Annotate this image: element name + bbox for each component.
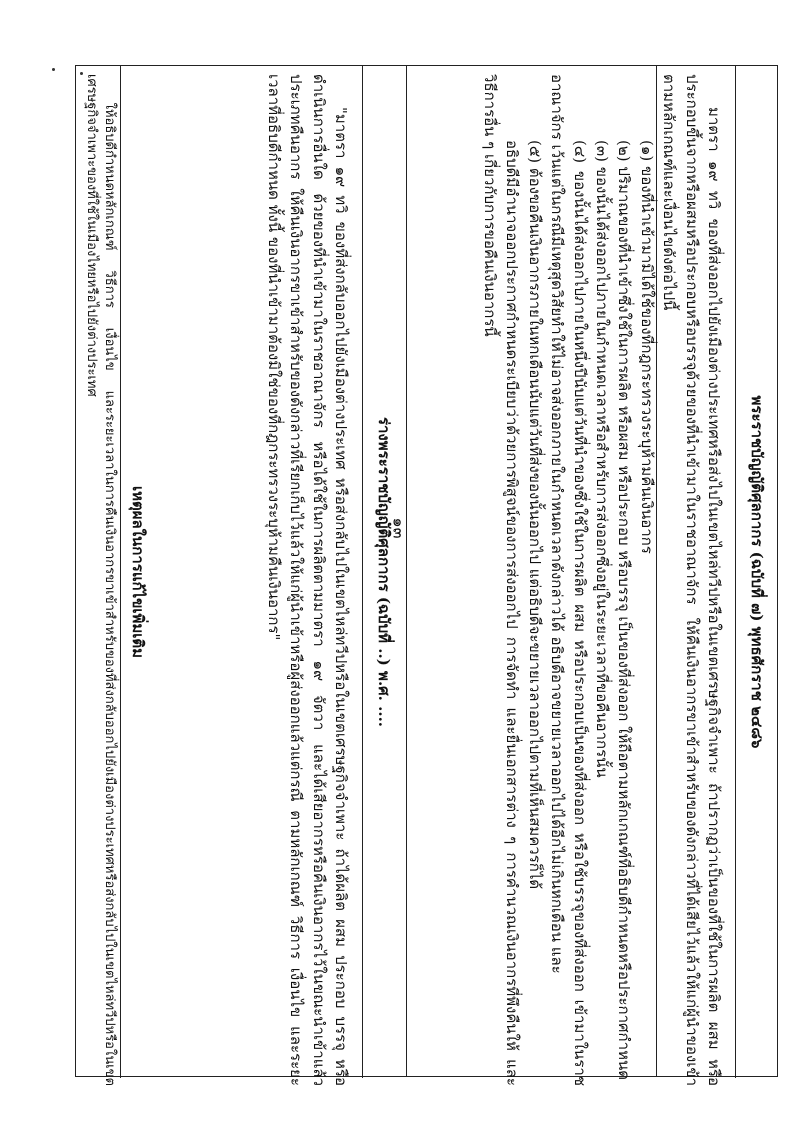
act-paragraph: (๓) ของนั้นได้ส่งออกไปภายในกำหนดเวลาหรือสำหรับการส่งออกซึ่งอยู่ในระยะเวลาที่ขอคืนอากรนั้น <box>592 140 611 778</box>
column-draft <box>156 66 406 1086</box>
reason-body <box>72 66 120 1094</box>
act-paragraph: มาตรา ๑๙ ทวิ ของที่ส่งออกไปยังเมืองต่างประเทศหรือส่งไปในเขตไหล่ทวีปหรือในเขตเศรษฐกิจจำเพาะ ถ้าปรากฏว่าเป็นของที่ใช้ในการผลิต ผสม หรือประกอบขึ้นจากหรือผสมหรือประกอบหรือบรรจุด้วยของที่นำเข้ามาในราชอาณาจักร ให้คืนเงินอากรขาเข้าสำหรับของดังกล่าวที่ได้เสียไว้แล้วให้แก่ผู้นำของเข้า ตามหลักเกณฑ์และเงื่อนไขดังต่อไปนี้ <box>660 74 723 1086</box>
act-paragraph: (๒) ปริมาณของที่นำเข้าซึ่งใช้ในการผลิต หรือผสม หรือประกอบ หรือบรรจุ เป็นของที่ส่งออก ให้ถือตามหลักเกณฑ์ที่อธิบดีกำหนดหรือประกาศกำหนด <box>615 140 634 1080</box>
act-paragraph: (๔) ของนั้นได้ส่งออกไปภายในหนึ่งปีนับแต่วันที่นำของซึ่งใช้ในการผลิต ผสม หรือประกอบเป็นของที่ส่งออก หรือใช้บรรจุของที่ส่งออก เข้ามาในราชอาณาจักร เว้นแต่ในกรณีมีเหตุสุดวิสัยทำให้ไม่อาจส่งออกภายในกำหนดเวลาดังกล่าวได้ อธิบดีอาจขยายเวลาออกไปได้อีกไม่เกินหกเดือน และ <box>548 74 589 1086</box>
act-body <box>386 66 735 1094</box>
act-paragraph: (๑) ของที่นำเข้ามามิได้ใช้ของที่กฎกระทรวงระบุห้ามคืนเงินอากร <box>637 140 656 554</box>
page-number: ๑๓ <box>389 517 409 539</box>
act-paragraph: (๕) ต้องขอคืนเงินอากรภายในหกเดือนนับแต่วันที่ส่งของนั้นออกไป แต่อธิบดีจะขยายเวลาออกไปตามที่เห็นสมควรก็ได้ <box>525 140 544 890</box>
draft-body <box>136 66 362 1094</box>
scan-mark <box>52 68 55 71</box>
column-act <box>406 66 779 1086</box>
column-header-act: พระราชบัญญัติศุลกากร (ฉบับที่ ๗) พุทธศักราช ๒๔๘๖ <box>735 66 779 1078</box>
reason-paragraph: ให้อธิบดีกำหนดหลักเกณฑ์ วิธีการ เงื่อนไข และระยะเวลาในการคืนเงินอากรขาเข้าสำหรับของที่ส่งกลับออกไปยังเมืองต่างประเทศหรือส่งกลับไปในเขตไหล่ทวีปหรือในเขตเศรษฐกิจจำเพาะของที่ใช้ในเมืองไทยหรือไปยังต่างประเทศ <box>84 74 117 1086</box>
column-header-reason: เหตุผลในการแก้ไขเพิ่มเติม <box>120 66 156 1078</box>
column-reason <box>76 66 156 1086</box>
draft-paragraph: "มาตรา ๑๙ ทวิ ของที่ส่งกลับออกไปยังเมืองต่างประเทศ หรือส่งกลับไปในเขตไหล่ทวีปหรือในเขตเศรษฐกิจจำเพาะ ถ้าได้ผลิต ผสม ประกอบ บรรจุ หรือดำเนินการอื่นใด ด้วยของที่นำเข้ามาในราชอาณาจักร หรือได้ใช้ในการผลิตตามมาตรา ๑๙ จัตวา และได้เสียอากรหรือคืนเงินอากรไว้ในขณะนำเข้าแล้ว ประเภทคืนอากร ให้คืนเงินอากรขาเข้าสำหรับของดังกล่าวที่เรียกเก็บไว้แล้วให้แก่ผู้นำเข้าหรือผู้ส่งออกแล้วแต่กรณี ตามหลักเกณฑ์ วิธีการ เงื่อนไข และระยะเวลาที่อธิบดีกำหนด ทั้งนี้ ของที่นำเข้ามาต้องมิใช่ของที่กฎกระทรวงระบุห้ามคืนเงินอากร" <box>264 74 350 1086</box>
act-paragraph: อธิบดีมีอำนาจออกประกาศกำหนดระเบียบว่าด้วยการพิสูจน์ของการส่งออกไป การจัดทำ และยื่นเอกสารต่าง ๆ การคำนวณเงินอากรที่พึงคืนให้ และวิธีการอื่น ๆ เกี่ยวกับการขอคืนเงินอากรนี้ <box>480 74 522 1086</box>
comparison-table <box>75 65 778 1086</box>
column-header-draft: ร่างพระราชบัญญัติศุลกากร (ฉบับที่ ..) พ.ศ. .... <box>362 66 406 1078</box>
